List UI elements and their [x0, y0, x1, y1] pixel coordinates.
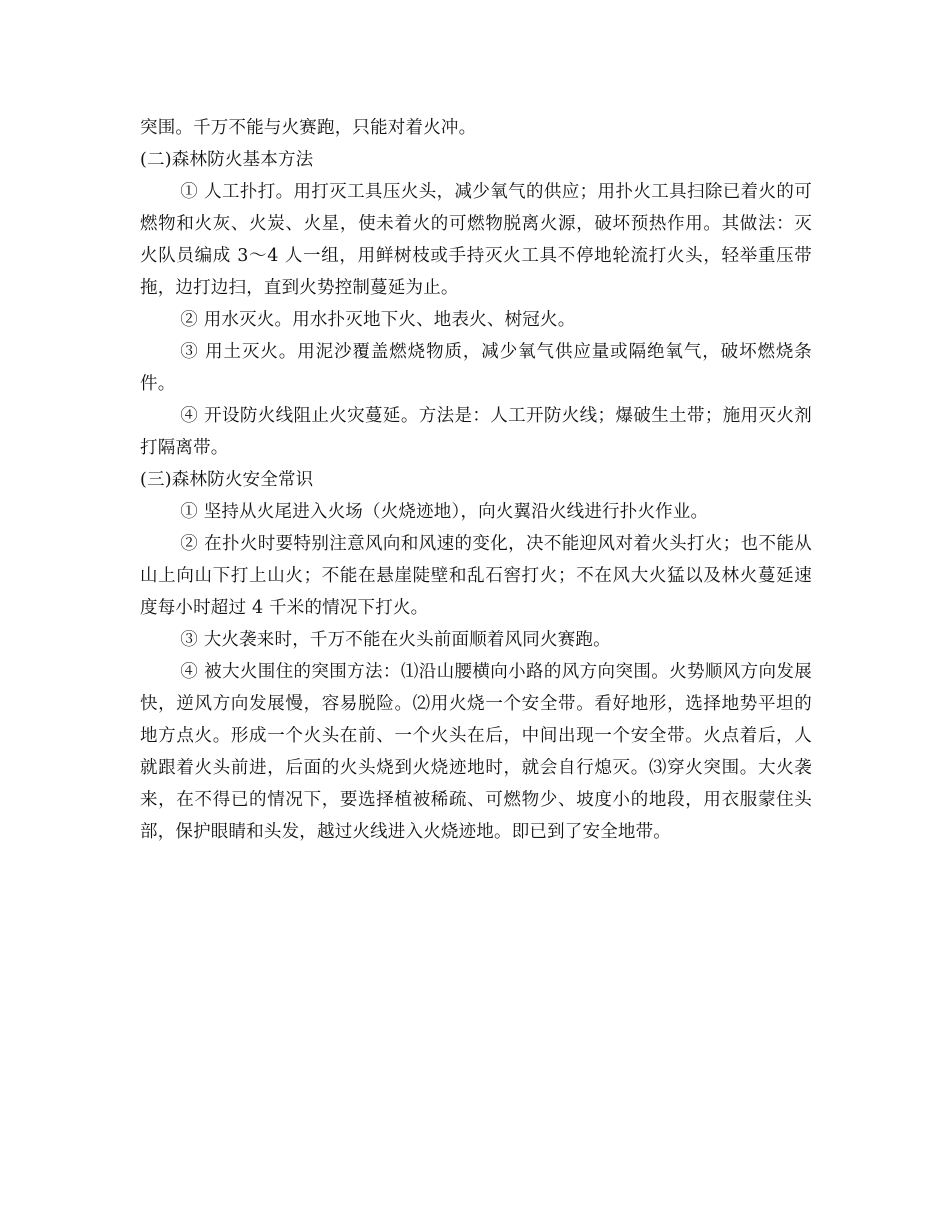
- paragraph-firebreak: ④ 开设防火线阻止火灾蔓延。方法是：人工开防火线；爆破生土带；施用灭火剂打隔离带。: [140, 406, 812, 458]
- paragraph-wind-attention: ② 在扑火时要特别注意风向和风速的变化，决不能迎风对着火头打火；也不能从山上向山下打上山火；不能在悬崖陡壁和乱石窖打火；不在风大火猛以及林火蔓延速度每小时超过 4 千米的情况下打火。: [140, 534, 812, 618]
- paragraph-water-extinguishing: ② 用水灭火。用水扑灭地下火、地表火、树冠火。: [180, 310, 576, 330]
- paragraph-soil-extinguishing: ③ 用土灭火。用泥沙覆盖燃烧物质，减少氧气供应量或隔绝氧气，破坏燃烧条件。: [140, 342, 812, 394]
- section-heading-safety-knowledge: (三)森林防火安全常识: [140, 470, 314, 490]
- paragraph-enter-from-tail: ① 坚持从火尾进入火场（火烧迹地），向火翼沿火线进行扑火作业。: [180, 502, 709, 522]
- paragraph-no-racing: ③ 大火袭来时，千万不能在火头前面顺着风同火赛跑。: [180, 630, 611, 650]
- section-heading-basic-methods: (二)森林防火基本方法: [140, 150, 314, 170]
- paragraph-escape-methods: ④ 被大火围住的突围方法：⑴沿山腰横向小路的风方向突围。火势顺风方向发展快，逆风方向发展慢，容易脱险。⑵用火烧一个安全带。看好地形，选择地势平坦的地方点火。形成一个火头在前、一个火头在后，中间出现一个安全带。火点着后，人就跟着火头前进，后面的火头烧到火烧迹地时，就会自行熄灭。⑶穿火突围。大火袭来，在不得已的情况下，要选择植被稀疏、可燃物少、坡度小的地段，用衣服蒙住头部，保护眼睛和头发，越过火线进入火烧迹地。即已到了安全地带。: [140, 662, 812, 842]
- paragraph-continuation: 突围。千万不能与火赛跑，只能对着火冲。: [140, 118, 477, 138]
- document-body: [140, 112, 812, 848]
- paragraph-manual-beating: ① 人工扑打。用打灭工具压火头，减少氧气的供应；用扑火工具扫除已着火的可燃物和火灰、火炭、火星，使未着火的可燃物脱离火源，破坏预热作用。其做法：灭火队员编成 3～4 人一组，用鲜树枝或手持灭火工具不停地轮流打火头，轻举重压带拖，边打边扫，直到火势控制蔓延为止。: [140, 182, 812, 298]
